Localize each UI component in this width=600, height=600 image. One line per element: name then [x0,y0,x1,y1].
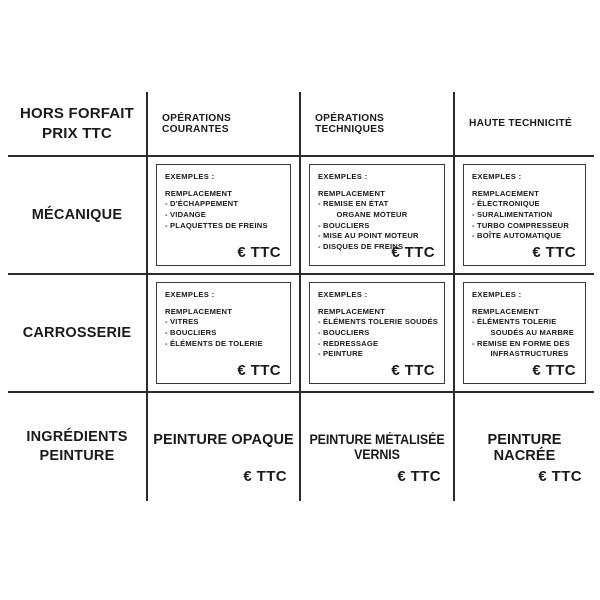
list-item: - REMISE EN FORME DES [472,338,570,348]
replacement-label: REMPLACEMENT [318,307,386,316]
example-box [309,282,445,384]
examples-label: EXEMPLES : [472,172,522,181]
price-ttc: € TTC [532,362,576,379]
list-item: - VIDANGE [165,209,207,219]
list-item: SOUDÉS AU MARBRE [472,327,574,337]
list-item: - ÉLÉMENTS TOLERIE SOUDÉS [318,317,439,326]
list-item: - PLAQUETTES DE FREINS [165,220,268,230]
list-item: - DISQUES DE FREINS [318,242,404,252]
example-box [463,282,586,384]
example-box [309,164,445,266]
list-item: - ÉLÉMENTS DE TOLERIE [165,338,263,348]
price-ttc: € TTC [397,468,441,485]
table-cell-carrosserie-techniques [301,275,455,393]
example-list [472,317,577,360]
price-ttc: € TTC [532,244,576,261]
column-header-operations-techniques: OPÉRATIONS TECHNIQUES [301,92,455,157]
examples-label: EXEMPLES : [165,290,215,299]
example-box [463,164,586,266]
table-cell-carrosserie-courantes [148,275,301,393]
example-box [156,164,291,266]
list-item: - BOÎTE AUTOMATIQUE [472,231,562,241]
list-item: - REDRESSAGE [318,338,379,348]
row-label-carrosserie: CARROSSERIE [8,275,148,393]
column-header-operations-courantes: OPÉRATIONS COURANTES [148,92,301,157]
list-item: - ÉLECTRONIQUE [472,199,540,208]
replacement-label: REMPLACEMENT [165,189,233,198]
table-cell-carrosserie-haute-technicite [455,275,594,393]
list-item: - MISE AU POINT MOTEUR [318,231,419,241]
list-item: ORGANE MOTEUR [318,209,408,219]
price-ttc: € TTC [391,362,435,379]
table-cell-peinture-opaque [148,393,301,501]
list-item: - SURALIMENTATION [472,209,553,219]
list-item: - BOUCLIERS [318,327,370,337]
examples-label: EXEMPLES : [318,172,368,181]
list-item: - PEINTURE [318,349,364,359]
paint-type-label: PEINTURE OPAQUE [153,432,294,448]
example-list [472,199,577,242]
examples-label: EXEMPLES : [165,172,215,181]
pricing-table [8,92,594,501]
list-item: - BOUCLIERS [318,220,370,230]
table-cell-mecanique-courantes [148,157,301,275]
column-header-haute-technicite: HAUTE TECHNICITÉ [455,92,594,157]
replacement-label: REMPLACEMENT [318,189,386,198]
example-list [165,199,282,231]
list-item: INFRASTRUCTURES [472,349,569,359]
price-ttc: € TTC [538,468,582,485]
paint-type-label: PEINTURE MÉTALISÉE VERNIS [309,432,445,462]
table-cell-mecanique-techniques [301,157,455,275]
price-ttc: € TTC [243,468,287,485]
table-cell-mecanique-haute-technicite [455,157,594,275]
examples-label: EXEMPLES : [472,290,522,299]
list-item: - VITRES [165,317,199,326]
replacement-label: REMPLACEMENT [472,189,540,198]
list-item: - ÉLÉMENTS TOLERIE [472,317,557,326]
examples-label: EXEMPLES : [318,290,368,299]
paint-type-label: PEINTURE NACRÉE [487,432,562,464]
example-box [156,282,291,384]
price-ttc: € TTC [391,244,435,261]
table-corner-title: HORS FORFAIT PRIX TTC [8,92,148,157]
price-ttc: € TTC [237,244,281,261]
example-list [318,317,439,360]
replacement-label: REMPLACEMENT [472,307,540,316]
example-list [165,317,282,349]
list-item: - D'ÉCHAPPEMENT [165,199,239,208]
replacement-label: REMPLACEMENT [165,307,233,316]
list-item: - TURBO COMPRESSEUR [472,220,570,230]
row-label-mecanique: MÉCANIQUE [8,157,148,275]
table-cell-peinture-metalisee-vernis [301,393,455,501]
table-cell-peinture-nacree [455,393,594,501]
list-item: - REMISE EN ÉTAT [318,199,389,208]
price-ttc: € TTC [237,362,281,379]
list-item: - BOUCLIERS [165,327,217,337]
row-label-ingredients-peinture: INGRÉDIENTS PEINTURE [8,393,148,501]
